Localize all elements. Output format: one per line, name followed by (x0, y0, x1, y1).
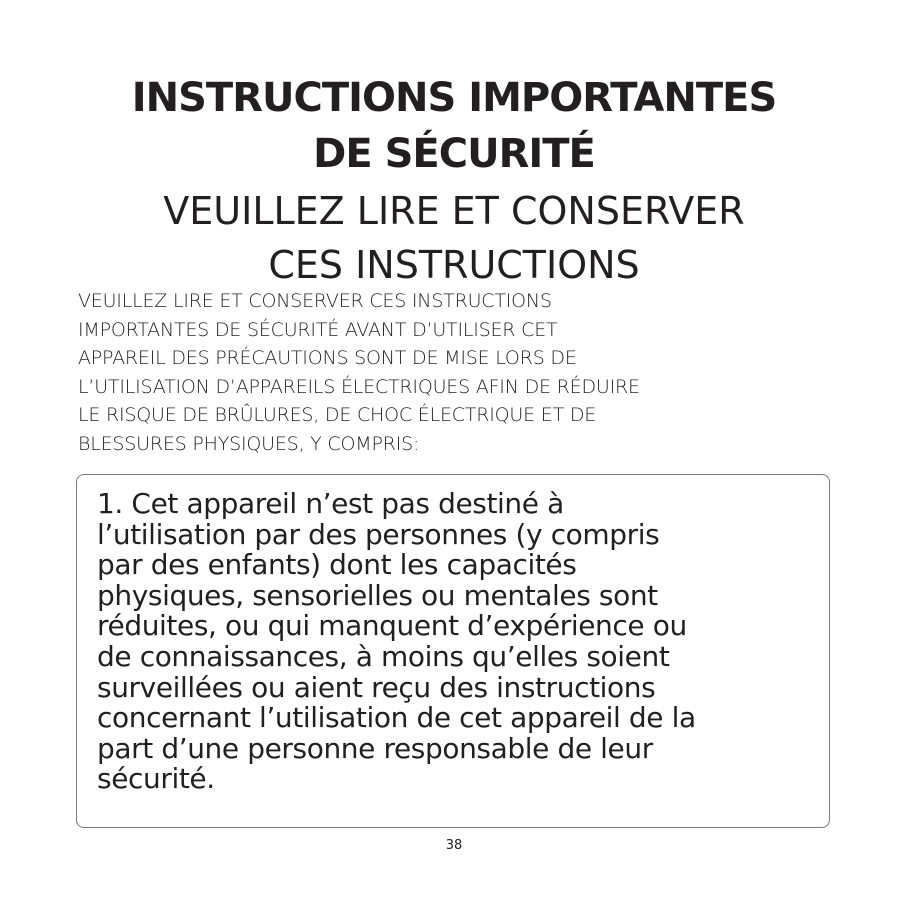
heading-line-2: DE SÉCURITÉ (313, 131, 595, 177)
intro-line: VEUILLEZ LIRE ET CONSERVER CES INSTRUCTIONS (78, 290, 552, 312)
heading-line-1: INSTRUCTIONS IMPORTANTES (131, 75, 777, 121)
notice-line: réduites, ou qui manquent d’expérience ou (97, 609, 687, 643)
notice-line: sécurité. (97, 762, 215, 796)
intro-line: LE RISQUE DE BRÛLURES, DE CHOC ÉLECTRIQUE ET DE (78, 404, 597, 427)
page-number: 38 (445, 838, 463, 853)
notice-line: 1. Cet appareil n’est pas destiné à (97, 487, 564, 520)
safety-notice-text (97, 489, 827, 795)
heading-line-4: CES INSTRUCTIONS (268, 243, 640, 287)
intro-line: L’UTILISATION D’APPAREILS ÉLECTRIQUES AFIN DE RÉDUIRE (78, 375, 640, 398)
safety-notice-box (76, 474, 830, 828)
notice-line: surveillées ou aient reçu des instructions (97, 670, 656, 704)
intro-line: APPAREIL DES PRÉCAUTIONS SONT DE MISE LORS DE (78, 347, 577, 370)
notice-line: par des enfants) dont les capacités (97, 548, 577, 582)
notice-line: concernant l’utilisation de cet appareil de la (97, 701, 696, 735)
notice-line: physiques, sensorielles ou mentales sont (97, 578, 658, 612)
notice-line: l’utilisation par des personnes (y compris (97, 517, 660, 551)
intro-line: IMPORTANTES DE SÉCURITÉ AVANT D’UTILISER CET (78, 318, 558, 341)
intro-paragraph (78, 287, 878, 459)
intro-line: BLESSURES PHYSIQUES, Y COMPRIS: (78, 432, 420, 455)
notice-line: part d’une personne responsable de leur (97, 731, 653, 765)
page-heading (0, 70, 908, 292)
heading-line-3: VEUILLEZ LIRE ET CONSERVER (163, 189, 745, 233)
notice-line: de connaissances, à moins qu’elles soient (97, 639, 670, 673)
